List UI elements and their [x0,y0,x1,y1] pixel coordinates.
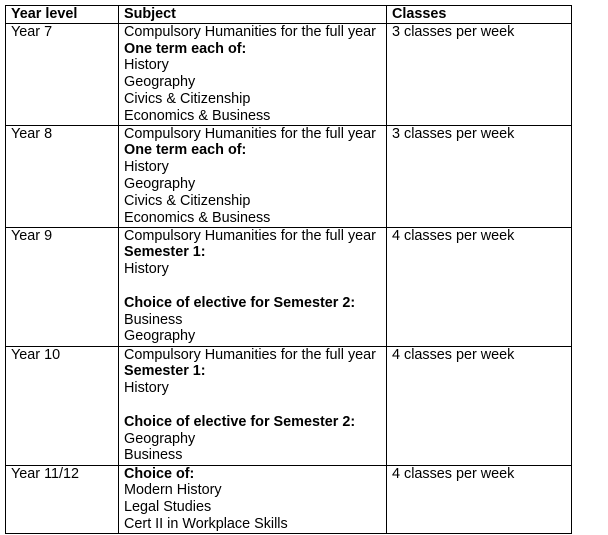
header-classes: Classes [387,6,572,24]
elective-heading: Choice of elective for Semester 2: [124,413,356,430]
classes-cell: 4 classes per week [387,346,572,465]
subject-heading: Semester 1: [124,363,206,380]
subject-item: Legal Studies [124,499,212,516]
subject-item: History [124,380,169,397]
header-year-level: Year level [6,6,119,24]
year-cell: Year 9 [6,227,119,346]
compulsory-text: Compulsory Humanities for the full year [124,23,376,40]
subject-heading: Choice of: [124,465,195,482]
spacer [124,278,381,295]
year-cell: Year 7 [6,23,119,125]
subject-item: Civics & Citizenship [124,90,251,107]
classes-cell: 3 classes per week [387,23,572,125]
subject-item: Geography [124,175,196,192]
subject-item: Cert II in Workplace Skills [124,515,288,532]
subject-heading: Semester 1: [124,244,206,261]
classes-cell: 4 classes per week [387,227,572,346]
subject-cell [119,23,387,125]
header-subject: Subject [119,6,387,24]
subject-item: Geography [124,328,196,345]
compulsory-text: Compulsory Humanities for the full year [124,125,376,142]
table-row-year-11-12 [6,465,572,533]
subject-heading: One term each of: [124,40,247,57]
year-cell: Year 11/12 [6,465,119,533]
spacer [124,397,381,414]
subject-item: Geography [124,430,196,447]
year-cell: Year 8 [6,125,119,227]
table-row-year-10 [6,346,572,465]
humanities-table [5,5,572,534]
subject-cell [119,125,387,227]
compulsory-text: Compulsory Humanities for the full year [124,227,376,244]
subject-item: History [124,261,169,278]
subject-item: Modern History [124,482,222,499]
subject-item: Business [124,447,183,464]
subject-heading: One term each of: [124,142,247,159]
table-row-year-9 [6,227,572,346]
table-row-year-7 [6,23,572,125]
subject-item: Economics & Business [124,107,271,124]
subject-cell [119,346,387,465]
subject-item: Business [124,311,183,328]
subject-item: Economics & Business [124,209,271,226]
classes-cell: 3 classes per week [387,125,572,227]
subject-item: Civics & Citizenship [124,192,251,209]
year-cell: Year 10 [6,346,119,465]
subject-item: History [124,57,169,74]
subject-cell [119,227,387,346]
classes-cell: 4 classes per week [387,465,572,533]
subject-item: Geography [124,74,196,91]
table-row-year-8 [6,125,572,227]
compulsory-text: Compulsory Humanities for the full year [124,346,376,363]
subject-cell [119,465,387,533]
subject-item: History [124,159,169,176]
elective-heading: Choice of elective for Semester 2: [124,294,356,311]
header-row [6,6,572,24]
